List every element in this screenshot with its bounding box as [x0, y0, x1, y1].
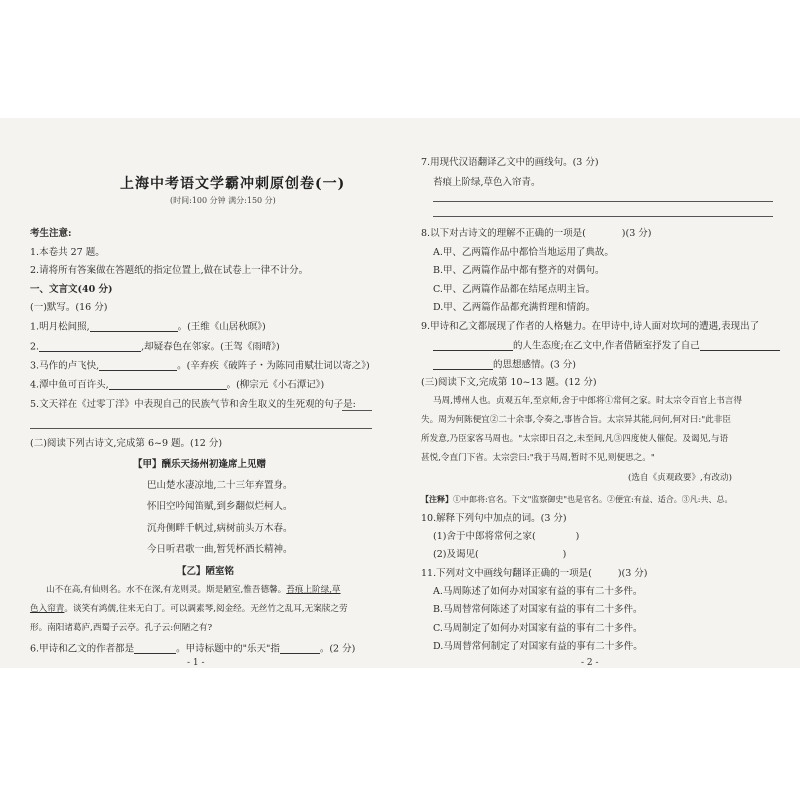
question-2: [30, 342, 280, 352]
answer-blank[interactable]: [700, 341, 780, 351]
answer-blank[interactable]: [39, 342, 141, 352]
question-7: 7.用现代汉语翻译乙文中的画线句。(3 分): [421, 157, 599, 168]
passage-source: (选自《贞观政要》,有改动): [628, 473, 732, 483]
question-9-line-2: [433, 341, 780, 351]
option-11c: C.马周制定了如何办对国家有益的事有二十多件。: [433, 623, 643, 634]
question-10-2: [433, 550, 566, 560]
question-5: [30, 400, 356, 410]
exam-subtitle: (时间:100 分钟 满分:150 分): [170, 196, 276, 205]
essay-line-2: [30, 605, 348, 614]
question-10-1: [433, 532, 579, 542]
question-6: [30, 644, 355, 654]
question-6-points: 。(2 分): [319, 643, 356, 655]
question-4: [30, 380, 324, 390]
subsection-2-heading: (二)阅读下列古诗文,完成第 6~9 题。(12 分): [30, 438, 223, 449]
question-9-points: 的思想感情。(3 分): [493, 359, 576, 371]
essay-underlined-text: 苔痕上阶绿,草: [286, 585, 341, 595]
question-4-text: 4.潭中鱼可百许头,: [30, 379, 109, 391]
essay-line-3: 形。南阳诸葛庐,西蜀子云亭。孔子云:何陋之有?: [30, 623, 213, 633]
poem-line-1: 巴山楚水凄凉地,二十三年弃置身。: [147, 480, 293, 491]
essay-underlined-text: 色入帘青: [30, 604, 65, 614]
passage-line-4: 甚悦,令直门下省。太宗尝曰:"我于马周,暂时不见,则便思之。": [421, 453, 655, 463]
answer-blank[interactable]: [134, 644, 176, 654]
answer-line[interactable]: [433, 201, 773, 202]
passage-line-3: 所发意,乃臣家客马周也。"太宗即日召之,未至间,凡③四度使人催促。及谒见,与语: [421, 434, 729, 444]
footnote-label: 【注释】: [421, 494, 453, 504]
option-8b: B.甲、乙两篇作品中都有整齐的对偶句。: [433, 265, 605, 276]
poem-line-3: 沉舟侧畔千帆过,病树前头万木春。: [147, 523, 293, 534]
answer-blank[interactable]: [433, 341, 513, 351]
close-paren: ): [575, 531, 580, 542]
section-1-heading: 一、文言文(40 分): [30, 284, 113, 295]
answer-blank[interactable]: [342, 410, 372, 411]
notice-1: 1.本卷共 27 题。: [30, 247, 105, 258]
question-10-2-text: (2)及谒见(: [433, 549, 479, 560]
question-2-number: 2.: [30, 341, 40, 353]
passage-line-2: 失。周为何陈便宜②二十余事,令奏之,事皆合旨。太宗异其能,问何,何对曰:"此非臣: [421, 415, 731, 425]
question-8-text: 8.以下对古诗文的理解不正确的一项是(: [421, 228, 586, 239]
answer-blank[interactable]: [90, 322, 178, 332]
question-10: 10.解释下列句中加点的词。(3 分): [421, 513, 567, 524]
question-5-text: 5.文天祥在《过零丁洋》中表现自己的民族气节和舍生取义的生死观的句子是:: [30, 399, 356, 410]
option-8d: D.甲、乙两篇作品都充满哲理和情韵。: [433, 302, 596, 313]
essay-line-1: [46, 586, 341, 595]
option-11b: B.马周替常何陈述了对国家有益的事有二十多件。: [433, 604, 643, 615]
page-number-right: - 2 -: [581, 658, 599, 668]
poem-title: 【甲】酬乐天扬州初逢席上见赠: [133, 459, 267, 470]
essay-title: 【乙】陋室铭: [177, 566, 235, 577]
answer-blank[interactable]: [109, 380, 227, 390]
notice-2: 2.请将所有答案做在答题纸的指定位置上,做在试卷上一律不计分。: [30, 265, 309, 276]
close-paren: ): [562, 549, 567, 560]
answer-blank[interactable]: [433, 360, 493, 370]
question-3: [30, 361, 370, 371]
footnote-text: ①中郎将:官名。下文"监察御史"也是官名。②便宜:有益、适合。③凡:共、总。: [453, 495, 733, 504]
option-11d: D.马周替常何制定了对国家有益的事有二十多件。: [433, 641, 643, 652]
question-7-sentence: 苔痕上阶绿,草色入帘青。: [433, 177, 541, 188]
answer-line[interactable]: [433, 216, 773, 217]
subsection-3-heading: (三)阅读下文,完成第 10~13 题。(12 分): [421, 377, 597, 388]
answer-line[interactable]: [30, 428, 372, 429]
notice-title: 考生注意:: [30, 228, 72, 239]
question-1-text: 1.明月松间照,: [30, 321, 90, 333]
page-number-left: - 1 -: [187, 658, 205, 668]
question-8: [421, 229, 651, 239]
question-11-points: )(3 分): [617, 568, 648, 579]
question-4-source: 。(柳宗元《小石潭记》): [226, 379, 325, 391]
footnote: [421, 495, 732, 504]
question-1: [30, 322, 266, 332]
passage-line-1: 马周,博州人也。贞观五年,至京师,舍于中郎将①常何之家。时太宗令百官上书言得: [433, 396, 742, 406]
option-8c: C.甲、乙两篇作品都在结尾点明主旨。: [433, 284, 595, 295]
subsection-1-heading: (一)默写。(16 分): [30, 302, 108, 313]
question-10-1-text: (1)舍于中郎将常何之家(: [433, 531, 536, 542]
question-8-points: )(3 分): [621, 228, 652, 239]
question-2-text: ,却疑春色在邻家。(王驾《雨晴》): [141, 341, 280, 353]
answer-blank[interactable]: [99, 361, 177, 371]
answer-blank[interactable]: [280, 644, 320, 654]
poem-line-4: 今日听君歌一曲,暂凭杯酒长精神。: [147, 544, 293, 555]
question-3-text: 3.马作的卢飞快,: [30, 360, 100, 372]
question-6-text-2: 。甲诗标题中的"乐天"指: [176, 643, 280, 655]
question-9-text: 的人生态度;在乙文中,作者借陋室抒发了自己: [513, 340, 700, 352]
essay-text: 。谈笑有鸿儒,往来无白丁。可以调素琴,阅金经。无丝竹之乱耳,无案牍之劳: [64, 604, 348, 614]
question-11-text: 11.下列对文中画线句翻译正确的一项是(: [421, 568, 592, 579]
question-11: [421, 569, 648, 579]
question-3-source: 。(辛弃疾《破阵子・为陈同甫赋壮词以寄之》): [177, 360, 370, 372]
question-1-source: 。(王维《山居秋暝》): [177, 321, 266, 333]
option-8a: A.甲、乙两篇作品中都恰当地运用了典故。: [433, 247, 614, 258]
option-11a: A.马周陈述了如何办对国家有益的事有二十多件。: [433, 586, 643, 597]
essay-text: 山不在高,有仙则名。水不在深,有龙则灵。斯是陋室,惟吾德馨。: [46, 585, 287, 595]
poem-line-2: 怀旧空吟闻笛赋,到乡翻似烂柯人。: [147, 501, 293, 512]
exam-title: 上海中考语文学霸冲刺原创卷(一): [120, 176, 346, 192]
question-9: 9.甲诗和乙文都展现了作者的人格魅力。在甲诗中,诗人面对坎坷的遭遇,表现出了: [421, 321, 760, 332]
question-9-line-3: [433, 360, 576, 370]
question-6-text: 6.甲诗和乙文的作者都是: [30, 643, 135, 655]
